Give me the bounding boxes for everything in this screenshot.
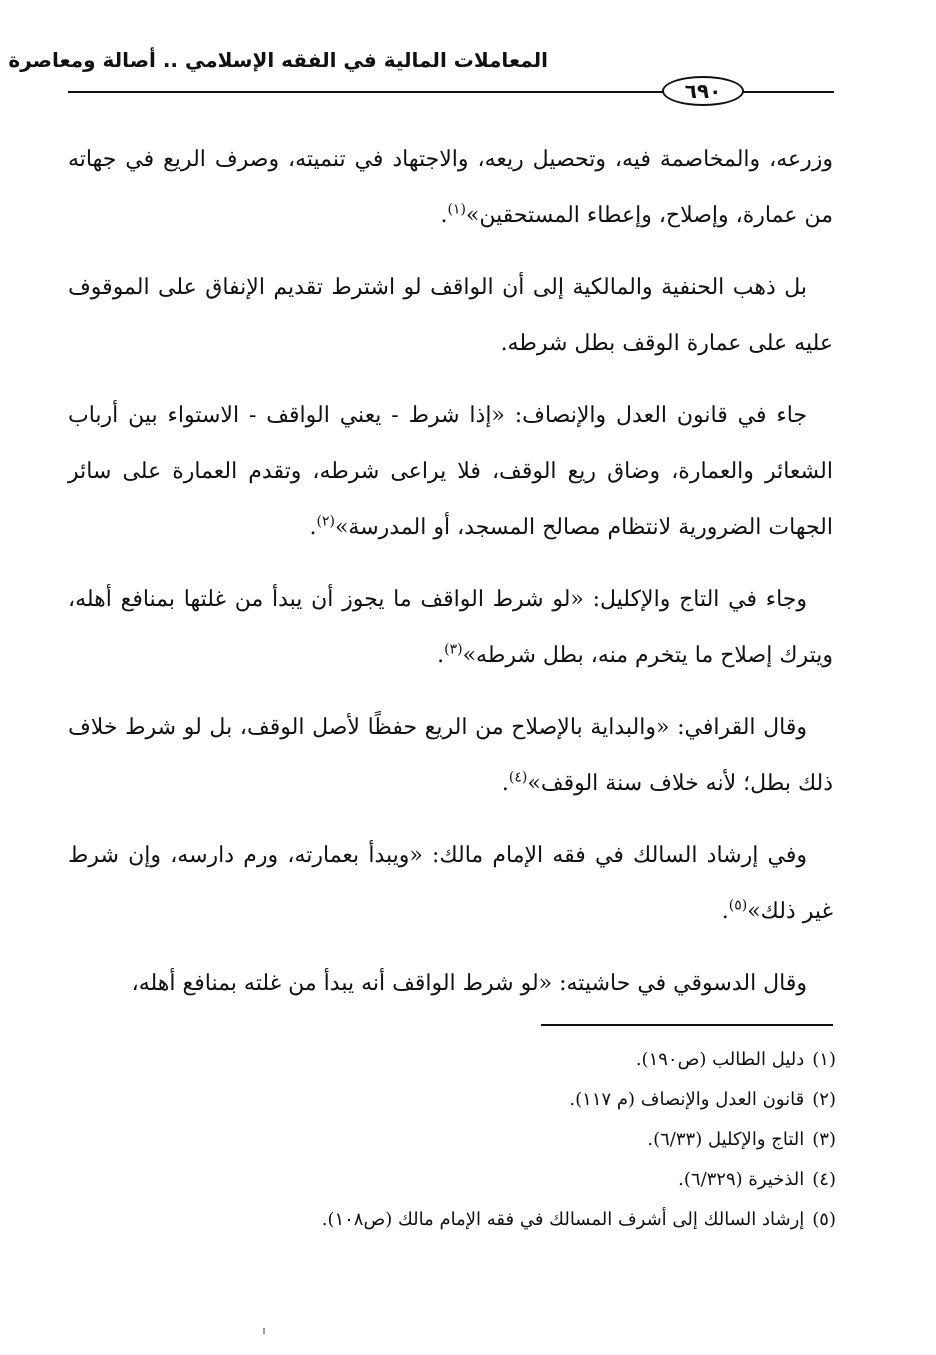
paragraph-text: في جهاته من عمارة، وإصلاح، وإعطاء المستحقين» (68, 147, 833, 228)
paragraph-text: وجاء في التاج والإكليل: «لو شرط الواقف ما يجوز أن يبدأ من غلتها بمنافع أهله، ويترك إصلاح ما يتخرم منه، بطل شرطه» (68, 587, 833, 668)
paragraph-text: وقال القرافي: «والبداية بالإصلاح من الريع حفظًا لأصل الوقف، بل لو شرط خلاف ذلك بطل؛ لأنه خلاف سنة الوقف» (68, 715, 833, 796)
footnote-number: (٥) (812, 1209, 836, 1230)
footnote-reference: (٢) (316, 513, 335, 530)
footnote-text: قانون العدل والإنصاف (م ١١٧). (569, 1089, 805, 1110)
footnote-text: دليل الطالب (ص١٩٠). (635, 1049, 805, 1070)
footnote-item (136, 1160, 836, 1200)
paragraph (68, 572, 833, 684)
scan-artifact (263, 1328, 265, 1334)
page-number: ٦٩٠ (662, 76, 744, 106)
paragraph (68, 828, 833, 940)
paragraph-text: وقال الدسوقي في حاشيته: «لو شرط الواقف أنه يبدأ من غلته بمنافع أهله، (131, 971, 807, 996)
footnote-number: (٤) (812, 1169, 836, 1190)
footnote-item (136, 1200, 836, 1240)
paragraph-end: . (309, 515, 317, 540)
footnotes-list (136, 1040, 836, 1240)
paragraph (68, 956, 833, 1012)
footnote-separator (541, 1024, 833, 1026)
paragraph-text: بل ذهب الحنفية والمالكية إلى أن الواقف لو اشترط تقديم الإنفاق على الموقوف عليه على عمارة الوقف بطل شرطه. (68, 275, 833, 356)
footnote-item (136, 1120, 836, 1160)
main-text (68, 132, 833, 1028)
paragraph-end: . (440, 203, 448, 228)
paragraph-text: جاء في قانون العدل والإنصاف: «إذا شرط - يعني الواقف - الاستواء بين أرباب الشعائر والعمارة، وضاق ريع الوقف، فلا يراعى شرطه، وتقدم العمارة على سائر الجهات الضرورية لانتظام مصالح المسجد، أو المدرسة» (68, 403, 833, 540)
footnote-reference: (٣) (444, 641, 463, 658)
footnote-number: (١) (812, 1049, 836, 1070)
footnote-text: الذخيرة (٦/٣٢٩). (678, 1169, 805, 1190)
footnote-number: (٣) (812, 1129, 836, 1150)
footnote-item (136, 1040, 836, 1080)
footnote-reference: (٥) (728, 897, 748, 914)
paragraph-text: وزرعه، والمخاصمة فيه، وتحصيل ريعه، والاجتهاد في تنميته، وصرف الريع (163, 147, 833, 172)
header-rule (742, 91, 834, 93)
paragraph-end: . (437, 643, 445, 668)
running-title: المعاملات المالية في الفقه الإسلامي .. أصالة ومعاصرة (8, 48, 548, 72)
footnote-item (136, 1080, 836, 1120)
header-rule (68, 91, 664, 93)
paragraph (68, 388, 833, 556)
paragraph (68, 260, 833, 372)
paragraph (68, 132, 833, 244)
paragraph-text: وفي إرشاد السالك في فقه الإمام مالك: «ويبدأ بعمارته، ورم دارسه، وإن شرط غير ذلك» (68, 843, 833, 924)
footnote-reference: (١) (447, 201, 466, 218)
footnote-text: إرشاد السالك إلى أشرف المسالك في فقه الإمام مالك (ص١٠٨). (321, 1209, 805, 1230)
paragraph (68, 700, 833, 812)
paragraph-end: . (721, 899, 729, 924)
footnote-text: التاج والإكليل (٦/٣٣). (647, 1129, 805, 1150)
footnote-reference: (٤) (508, 769, 528, 786)
paragraph-end: . (501, 771, 509, 796)
footnote-number: (٢) (812, 1089, 836, 1110)
